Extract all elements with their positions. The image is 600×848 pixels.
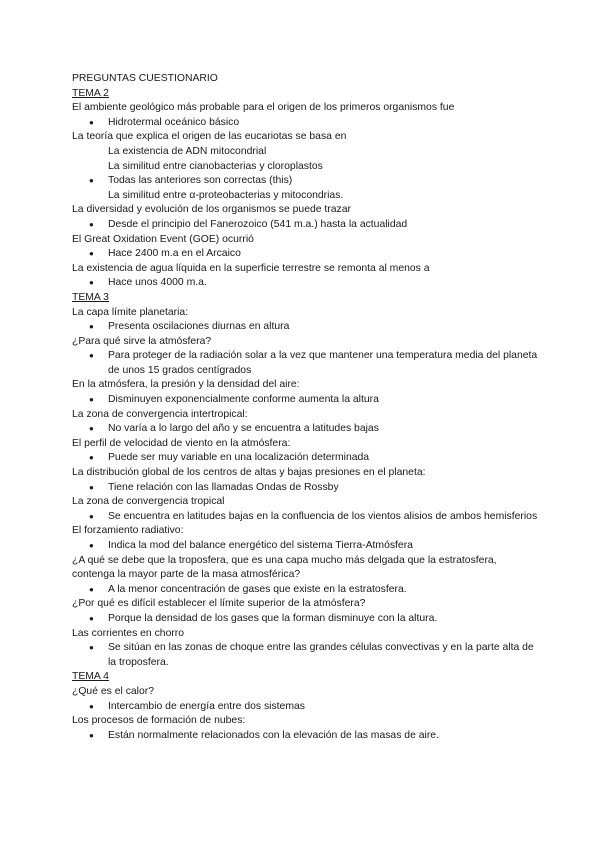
question: En la atmósfera, la presión y la densidad del aire: — [72, 379, 300, 391]
answer-text: ● Hace 2400 m.a en el Arcaico — [108, 248, 241, 260]
answer-text: ● Se sitúan en las zonas de choque entre las grandes células convectivas y en la parte alta de la troposfera. — [108, 642, 534, 668]
question: ¿A qué se debe que la troposfera, que es una capa mucho más delgada que la estratosfera, — [72, 554, 497, 566]
answer-bullet — [72, 641, 542, 670]
answer-text: ● Porque la densidad de los gases que la forman disminuye con la altura. — [108, 612, 438, 624]
answer-bullet — [72, 451, 542, 466]
answer-text: ● Disminuyen exponencialmente conforme aumenta la altura — [108, 394, 379, 406]
option-text: La similitud entre cianobacterias y cloroplastos — [108, 160, 323, 172]
option-text: La existencia de ADN mitocondrial — [108, 145, 267, 157]
answer-bullet — [72, 422, 542, 437]
question: ¿Qué es el calor? — [72, 685, 155, 697]
question: Las corrientes en chorro — [72, 627, 185, 639]
section-heading-tema-4: TEMA 4 — [72, 671, 109, 683]
question: El perfil de velocidad de viento en la atmósfera: — [72, 437, 291, 449]
answer-bullet — [72, 174, 542, 189]
document-title: PREGUNTAS CUESTIONARIO — [72, 73, 218, 84]
answer-bullet — [72, 218, 542, 233]
answer-text: ● Todas las anteriores son correctas (this) — [108, 175, 293, 187]
answer-bullet — [72, 481, 542, 496]
section-heading-tema-2: TEMA 2 — [72, 87, 109, 99]
answer-text: ● Tiene relación con las llamadas Ondas de Rossby — [108, 481, 339, 493]
question: La zona de convergencia tropical — [72, 496, 225, 508]
question: Los procesos de formación de nubes: — [72, 715, 246, 727]
answer-bullet — [72, 276, 542, 291]
answer-text: ● Hace unos 4000 m.a. — [108, 277, 207, 289]
answer-text: ● Desde el principio del Fanerozoico (541 m.a.) hasta la actualidad — [108, 218, 408, 230]
document-content — [72, 72, 542, 743]
answer-bullet — [72, 612, 542, 627]
option-text: La similitud entre α-proteobacterias y mitocondrias. — [108, 189, 344, 201]
question-continuation: contenga la mayor parte de la masa atmosférica? — [72, 569, 301, 581]
answer-bullet — [72, 510, 542, 525]
question: El ambiente geológico más probable para el origen de los primeros organismos fue — [72, 102, 455, 114]
answer-text: ● Presenta oscilaciones diurnas en altura — [108, 321, 290, 333]
answer-bullet — [72, 729, 542, 744]
question: El forzamiento radiativo: — [72, 525, 184, 537]
answer-text: ● Indica la mod del balance energético del sistema Tierra-Atmósfera — [108, 540, 413, 551]
question: ¿Por qué es difícil establecer el límite superior de la atmósfera? — [72, 598, 366, 610]
question: La zona de convergencia intertropical: — [72, 408, 248, 420]
question: El Great Oxidation Event (GOE) ocurrió — [72, 233, 254, 245]
question: La diversidad y evolución de los organismos se puede trazar — [72, 204, 351, 216]
answer-bullet — [72, 320, 542, 335]
question: La distribución global de los centros de altas y bajas presiones en el planeta: — [72, 467, 426, 479]
answer-bullet — [72, 393, 542, 408]
answer-bullet — [72, 583, 542, 598]
answer-text: ● Para proteger de la radiación solar a la vez que mantener una temperatura media del planeta de unos 15 grados centígrados — [108, 350, 538, 376]
question: La teoría que explica el origen de las eucariotas se basa en — [72, 131, 347, 143]
answer-text: ● Puede ser muy variable en una localización determinada — [108, 452, 370, 464]
question: La existencia de agua líquida en la superficie terrestre se remonta al menos a — [72, 262, 430, 274]
question: La capa límite planetaria: — [72, 306, 189, 318]
answer-bullet — [72, 700, 542, 715]
answer-text: ● Están normalmente relacionados con la elevación de las masas de aire. — [108, 729, 439, 741]
answer-text: ● Intercambio de energía entre dos sistemas — [108, 700, 305, 712]
answer-bullet — [72, 539, 542, 554]
section-heading-tema-3: TEMA 3 — [72, 291, 109, 303]
question: ¿Para qué sirve la atmósfera? — [72, 335, 212, 347]
answer-text: ● Hidrotermal oceánico básico — [108, 116, 240, 128]
answer-bullet — [72, 247, 542, 262]
answer-text: ● A la menor concentración de gases que existe en la estratosfera. — [108, 583, 407, 595]
answer-bullet — [72, 349, 542, 378]
answer-text: ● No varía a lo largo del año y se encuentra a latitudes bajas — [108, 423, 379, 435]
answer-bullet — [72, 116, 542, 131]
answer-text: ● Se encuentra en latitudes bajas en la confluencia de los vientos alisios de ambos hemisferios — [108, 510, 538, 522]
